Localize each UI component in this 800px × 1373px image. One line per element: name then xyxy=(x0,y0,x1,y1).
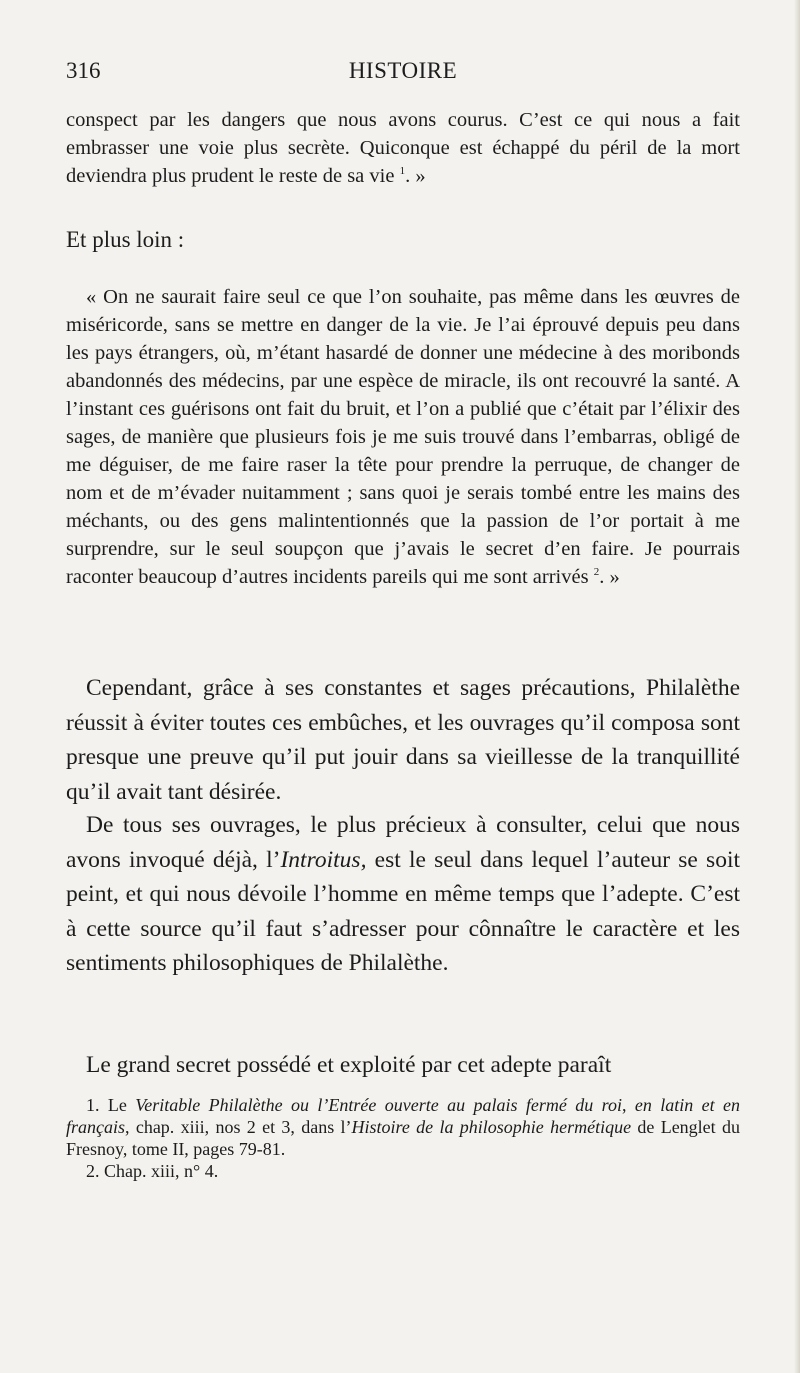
footnote-1-num: 1. Le xyxy=(86,1095,136,1115)
quote-close: . » xyxy=(405,165,426,187)
quote-continuation xyxy=(66,106,740,190)
page-number: 316 xyxy=(66,58,101,83)
quote-block xyxy=(66,283,740,591)
footnote-1-mid: , xyxy=(621,1095,635,1115)
paragraph-introitus xyxy=(66,808,740,981)
footnote-1 xyxy=(66,1094,740,1160)
footnote-1-rest: , chap. xiii, nos 2 et 3, dans l’ xyxy=(125,1117,352,1137)
paragraph-grand-secret: Le grand secret possédé et exploité par cet adepte paraît xyxy=(86,1052,612,1078)
paragraph-introitus-start: De tous ses ouvrages, le plus précieux à consulter, celui que nous avons invoqué déjà, l’ xyxy=(66,812,740,873)
footnote-1-book: Histoire de la philosophie hermétique xyxy=(351,1117,632,1137)
running-title: HISTOIRE xyxy=(348,58,458,83)
footnote-1-end: de Lenglet du Fresnoy, tome II, pages 79-81. xyxy=(66,1117,740,1159)
quote-block-text: « On ne saurait faire seul ce que l’on souhaite, pas même dans les œuvres de miséricorde, sans se mettre en danger de la vie. Je l’ai éprouvé depuis peu dans les pays étrangers, où, m’étant hasardé de donner une médecine à des moribonds abandonnés des médecins, par une espèce de miracle, ils ont recouvré la santé. A l’instant ces guérisons ont fait du bruit, et l’on a publié que c’était par l’élixir des sages, de manière que plusieurs fois je me suis trouvé dans l’embarras, obligé de me déguiser, de me faire raser la tête pour prendre la perruque, de changer de nom et de m’évader nuitamment ; sans quoi je serais tombé entre les mains des méchants, ou des gens malintentionnés que la passion de l’or portait à me surprendre, sur le seul soupçon que j’avais le secret d’en faire. Je pourrais raconter beaucoup d’autres incidents pareils qui me sont arrivés xyxy=(66,286,740,588)
footnote-ref-1[interactable]: 1 xyxy=(399,165,406,178)
quote-block-close: . » xyxy=(599,566,620,588)
footnote-ref-2[interactable]: 2 xyxy=(593,566,600,579)
paragraph-precautions: Cependant, grâce à ses constantes et sages précautions, Philalèthe réussit à éviter toutes ces embûches, et les ouvrages qu’il composa sont presque une preuve qu’il put jouir dans sa vieillesse de la tranquillité qu’il avait tant désirée. xyxy=(66,675,740,805)
footnote-1-lang: en latin et en français xyxy=(66,1095,741,1137)
footnote-1-title: Veritable Philalèthe ou l’Entrée ouverte au palais fermé du roi xyxy=(135,1095,622,1115)
page-edge xyxy=(794,0,800,1373)
footnote-2: 2. Chap. xiii, n° 4. xyxy=(86,1161,219,1181)
footnotes xyxy=(66,1094,740,1182)
quote-continuation-text: conspect par les dangers que nous avons courus. C’est ce qui nous a fait embrasser une voie plus secrète. Quiconque est échappé du péril de la mort deviendra plus prudent le reste de sa vie xyxy=(66,109,740,187)
paragraph-introitus-rest: est le seul dans lequel l’auteur se soit peint, et qui nous dévoile l’homme en même temps que l’adepte. C’est à cette source qu’il faut s’adresser pour cônnaître le caractère et les sentiments philosophiques de Philalèthe. xyxy=(66,846,741,976)
page-header xyxy=(66,58,740,92)
lead-in: Et plus loin : xyxy=(66,227,185,252)
introitus-title: Introitus, xyxy=(280,846,367,873)
